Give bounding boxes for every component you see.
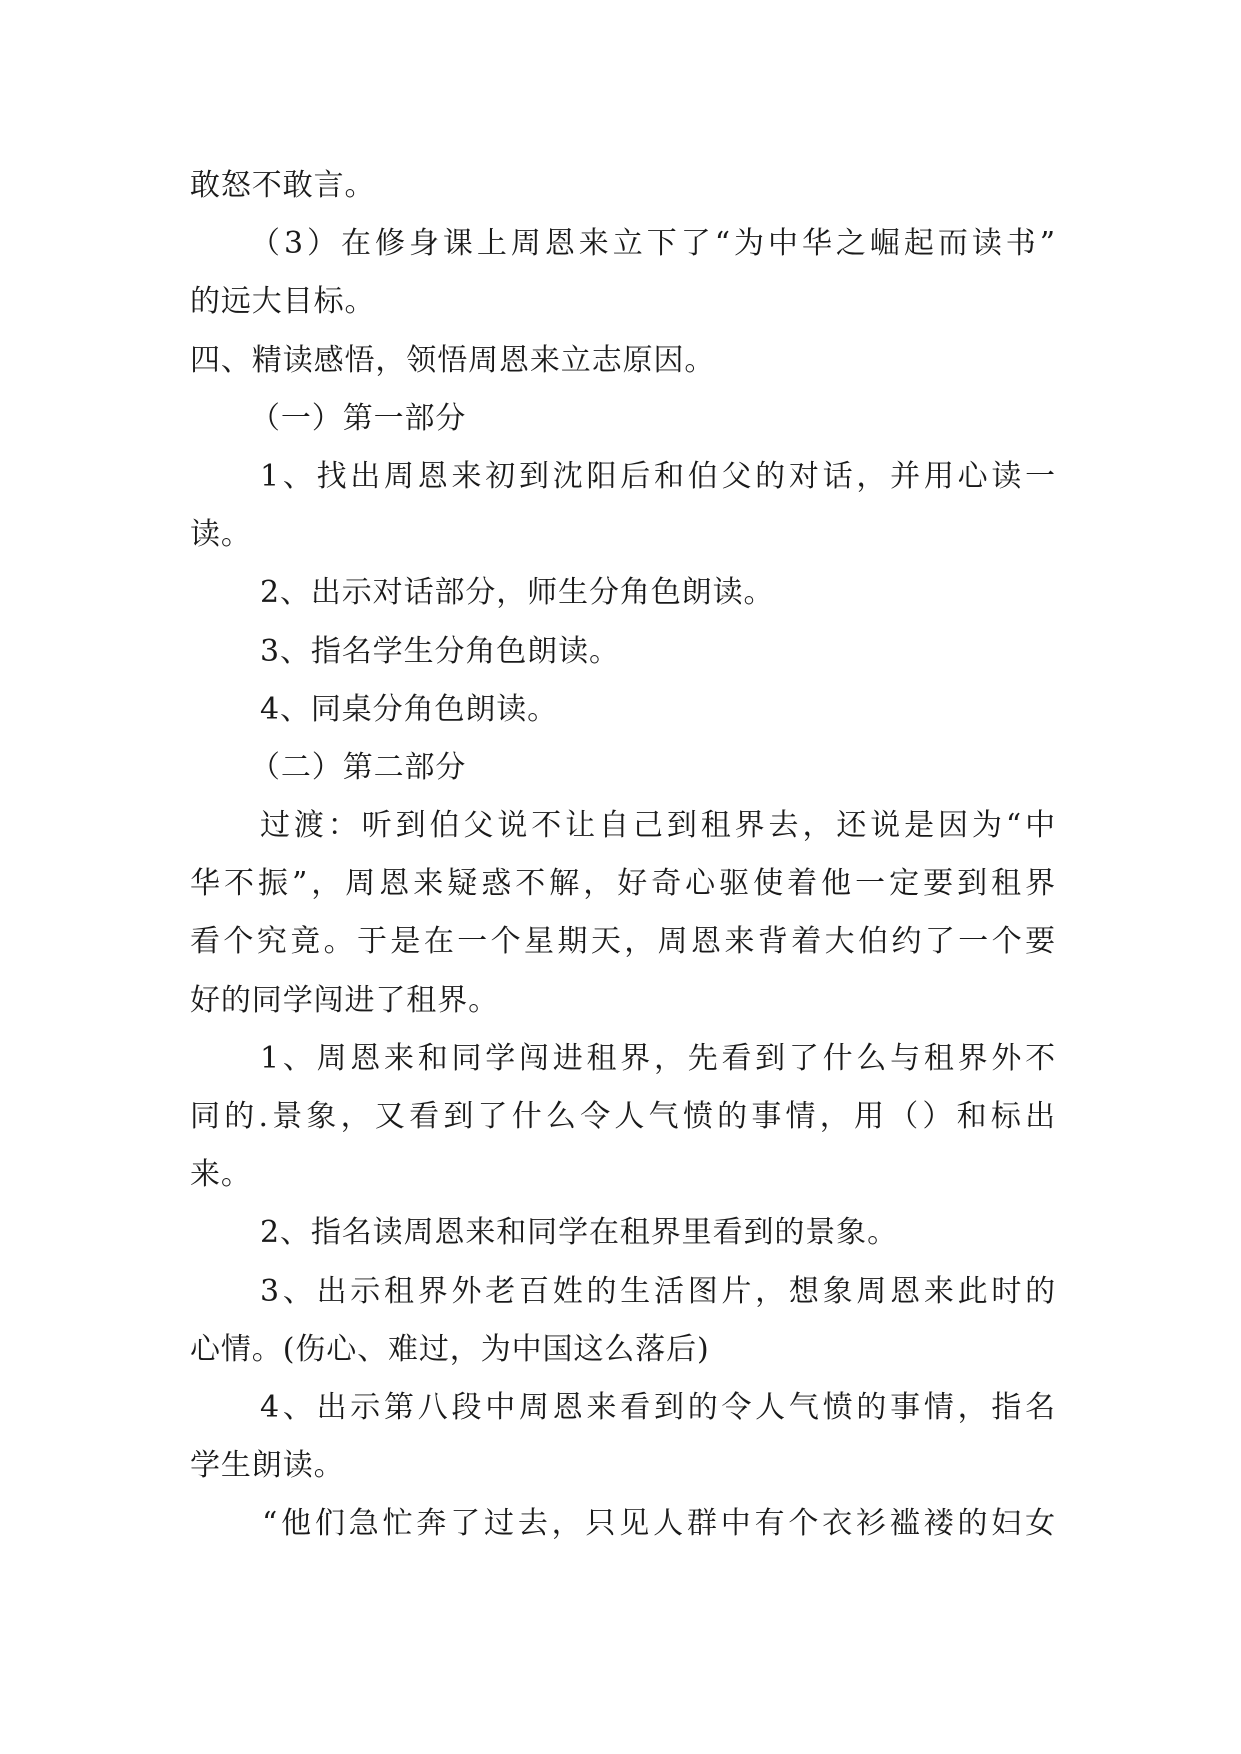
text-line: 的远大目标。 [190,284,376,320]
text-line: 过渡：听到伯父说不让自己到租界去，还说是因为“中 [260,808,1056,844]
text-line: 2、出示对话部分，师生分角色朗读。 [260,575,775,611]
text-line: 4、同桌分角色朗读。 [260,691,559,727]
text-line: 学生朗读。 [190,1448,345,1484]
text-line: 心情。(伤心、难过，为中国这么落后) [190,1331,710,1367]
text-line: 读。 [190,517,252,553]
text-line: （3）在修身课上周恩来立下了“为中华之崛起而读书” [250,226,1056,262]
section-heading: 四、精读感悟，领悟周恩来立志原因。 [190,342,716,378]
text-line: 看个究竟。于是在一个星期天，周恩来背着大伯约了一个要 [190,924,1056,960]
text-line: 同的.景象，又看到了什么令人气愤的事情，用（）和标出 [190,1099,1056,1134]
text-line: 来。 [190,1157,252,1193]
text-line: 华不振”，周恩来疑惑不解，好奇心驱使着他一定要到租界 [190,866,1056,902]
text-line: 2、指名读周恩来和同学在租界里看到的景象。 [260,1215,898,1251]
text-line: 1、周恩来和同学闯进租界，先看到了什么与租界外不 [260,1040,1056,1076]
text-line: 4、出示第八段中周恩来看到的令人气愤的事情，指名 [260,1389,1056,1425]
text-line: “他们急忙奔了过去，只见人群中有个衣衫褴褛的妇女 [262,1506,1056,1542]
text-line: 3、出示租界外老百姓的生活图片，想象周恩来此时的 [260,1273,1056,1309]
text-line: 敢怒不敢言。 [190,168,376,203]
text-line: 1、找出周恩来初到沈阳后和伯父的对话，并用心读一 [260,458,1056,494]
text-line: 3、指名学生分角色朗读。 [260,633,620,669]
subsection-heading: （一）第一部分 [250,400,467,436]
document-body [190,157,1056,1554]
text-line: 好的同学闯进了租界。 [190,982,499,1018]
subsection-heading: （二）第二部分 [250,749,467,785]
